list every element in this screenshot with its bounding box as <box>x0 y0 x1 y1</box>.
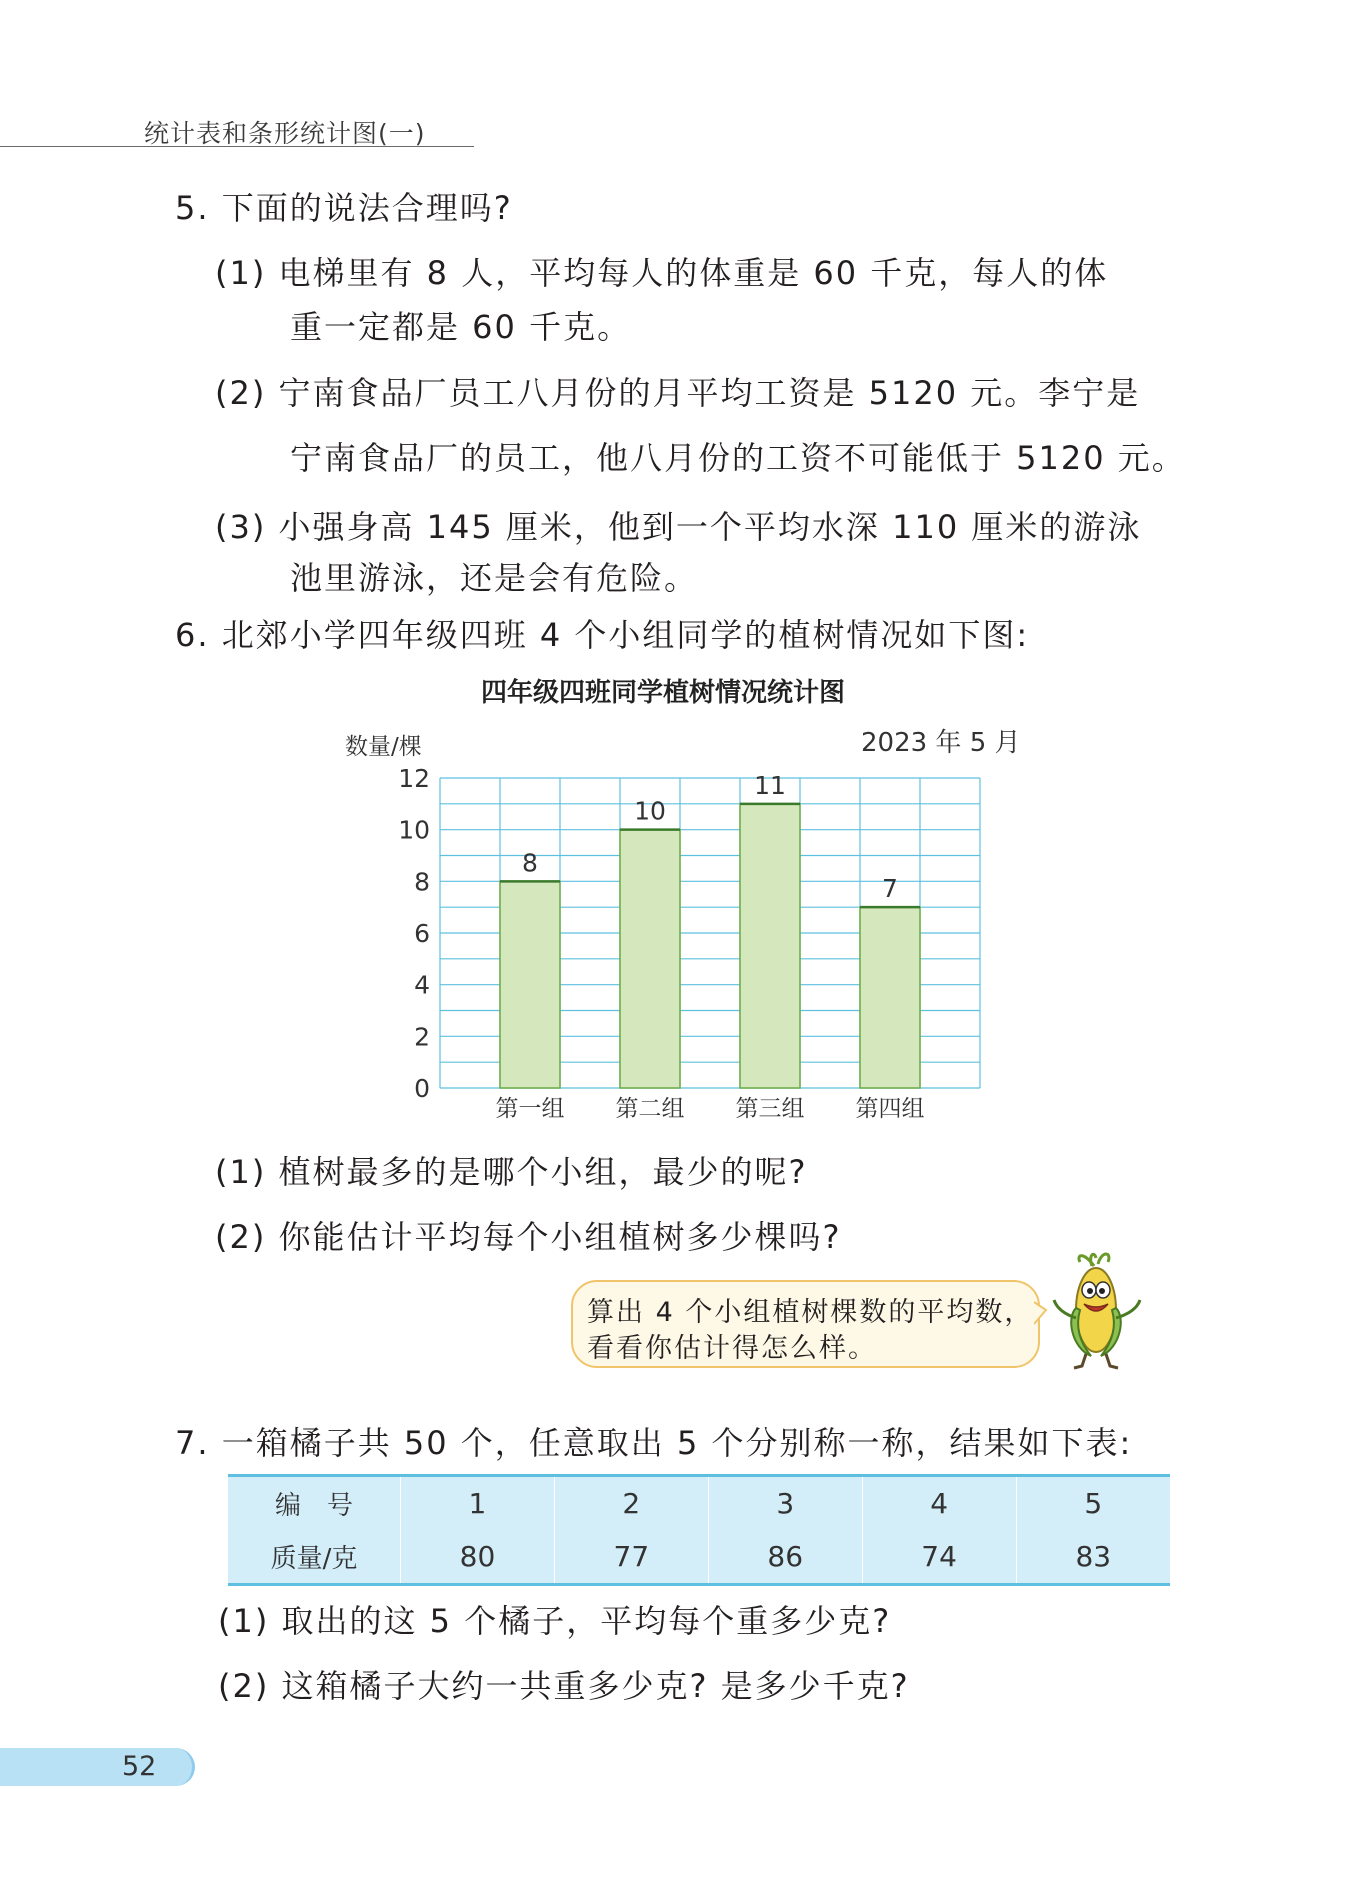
hint-bubble <box>571 1280 1040 1368</box>
question-6-2: (2) 你能估计平均每个小组植树多少棵吗? <box>215 1218 842 1256</box>
question-5-1-line1: (1) 电梯里有 8 人，平均每人的体重是 60 千克，每人的体 <box>215 254 1109 292</box>
table-cell: 2 <box>554 1476 708 1531</box>
section-title: 统计表和条形统计图(一) <box>144 119 426 148</box>
hint-line-2: 看看你估计得怎么样。 <box>587 1333 877 1364</box>
chart-y-axis-label: 数量/棵 <box>345 734 422 760</box>
question-7-2: (2) 这箱橘子大约一共重多少克? 是多少千克? <box>218 1667 910 1705</box>
data-label: 10 <box>634 796 666 826</box>
table-cell: 5 <box>1016 1476 1170 1531</box>
header-divider <box>0 146 474 147</box>
data-label: 11 <box>754 770 786 800</box>
table-cell: 80 <box>401 1530 555 1585</box>
x-tick-label: 第一组 <box>495 1096 565 1122</box>
chart-date: 2023 年 5 月 <box>861 728 1021 758</box>
data-label: 8 <box>522 848 538 878</box>
bar-2 <box>620 830 680 1088</box>
page-number: 52 <box>122 1751 157 1782</box>
question-5-title: 5. 下面的说法合理吗? <box>175 189 513 227</box>
table-row <box>228 1476 1170 1531</box>
table-cell: 3 <box>708 1476 862 1531</box>
y-tick-label: 6 <box>414 919 430 948</box>
x-tick-label: 第三组 <box>735 1096 805 1122</box>
corn-mascot-illustration <box>1036 1248 1156 1373</box>
table-row <box>228 1530 1170 1585</box>
page-number-tab <box>0 1748 195 1786</box>
row-header-id: 编 号 <box>228 1476 401 1531</box>
table-cell: 4 <box>862 1476 1016 1531</box>
hint-line-1: 算出 4 个小组植树棵数的平均数， <box>587 1297 1034 1328</box>
table-cell: 1 <box>401 1476 555 1531</box>
table-cell: 83 <box>1016 1530 1170 1585</box>
question-6-title: 6. 北郊小学四年级四班 4 个小组同学的植树情况如下图: <box>175 616 1030 654</box>
question-7-1: (1) 取出的这 5 个橘子，平均每个重多少克? <box>218 1602 892 1640</box>
x-tick-label: 第二组 <box>615 1096 685 1122</box>
y-tick-label: 4 <box>414 970 430 1000</box>
question-6-1: (1) 植树最多的是哪个小组，最少的呢? <box>215 1153 808 1191</box>
question-5-3-line1: (3) 小强身高 145 厘米，他到一个平均水深 110 厘米的游泳 <box>215 508 1142 546</box>
x-tick-label: 第四组 <box>855 1096 925 1122</box>
question-5-2-line1: (2) 宁南食品厂员工八月份的月平均工资是 5120 元。李宁是 <box>215 374 1141 412</box>
data-label: 7 <box>882 874 898 904</box>
y-tick-label: 8 <box>414 867 430 897</box>
orange-mass-table <box>228 1474 1170 1586</box>
y-tick-label: 2 <box>414 1022 430 1052</box>
question-5-1-line2: 重一定都是 60 千克。 <box>290 308 632 346</box>
row-header-mass: 质量/克 <box>228 1530 401 1585</box>
y-tick-label: 0 <box>414 1074 430 1103</box>
question-7-title: 7. 一箱橘子共 50 个，任意取出 5 个分别称一称，结果如下表: <box>175 1424 1133 1462</box>
y-tick-label: 10 <box>398 815 430 845</box>
bar-1 <box>500 881 560 1088</box>
question-5-2-line2: 宁南食品厂的员工，他八月份的工资不可能低于 5120 元。 <box>290 439 1186 477</box>
bar-chart <box>320 668 1000 1128</box>
table-cell: 74 <box>862 1530 1016 1585</box>
table-cell: 86 <box>708 1530 862 1585</box>
bar-4 <box>860 907 920 1088</box>
y-tick-label: 12 <box>398 764 430 793</box>
table-cell: 77 <box>554 1530 708 1585</box>
bar-3 <box>740 804 800 1088</box>
question-5-3-line2: 池里游泳，还是会有危险。 <box>290 559 699 597</box>
chart-title: 四年级四班同学植树情况统计图 <box>481 678 846 708</box>
